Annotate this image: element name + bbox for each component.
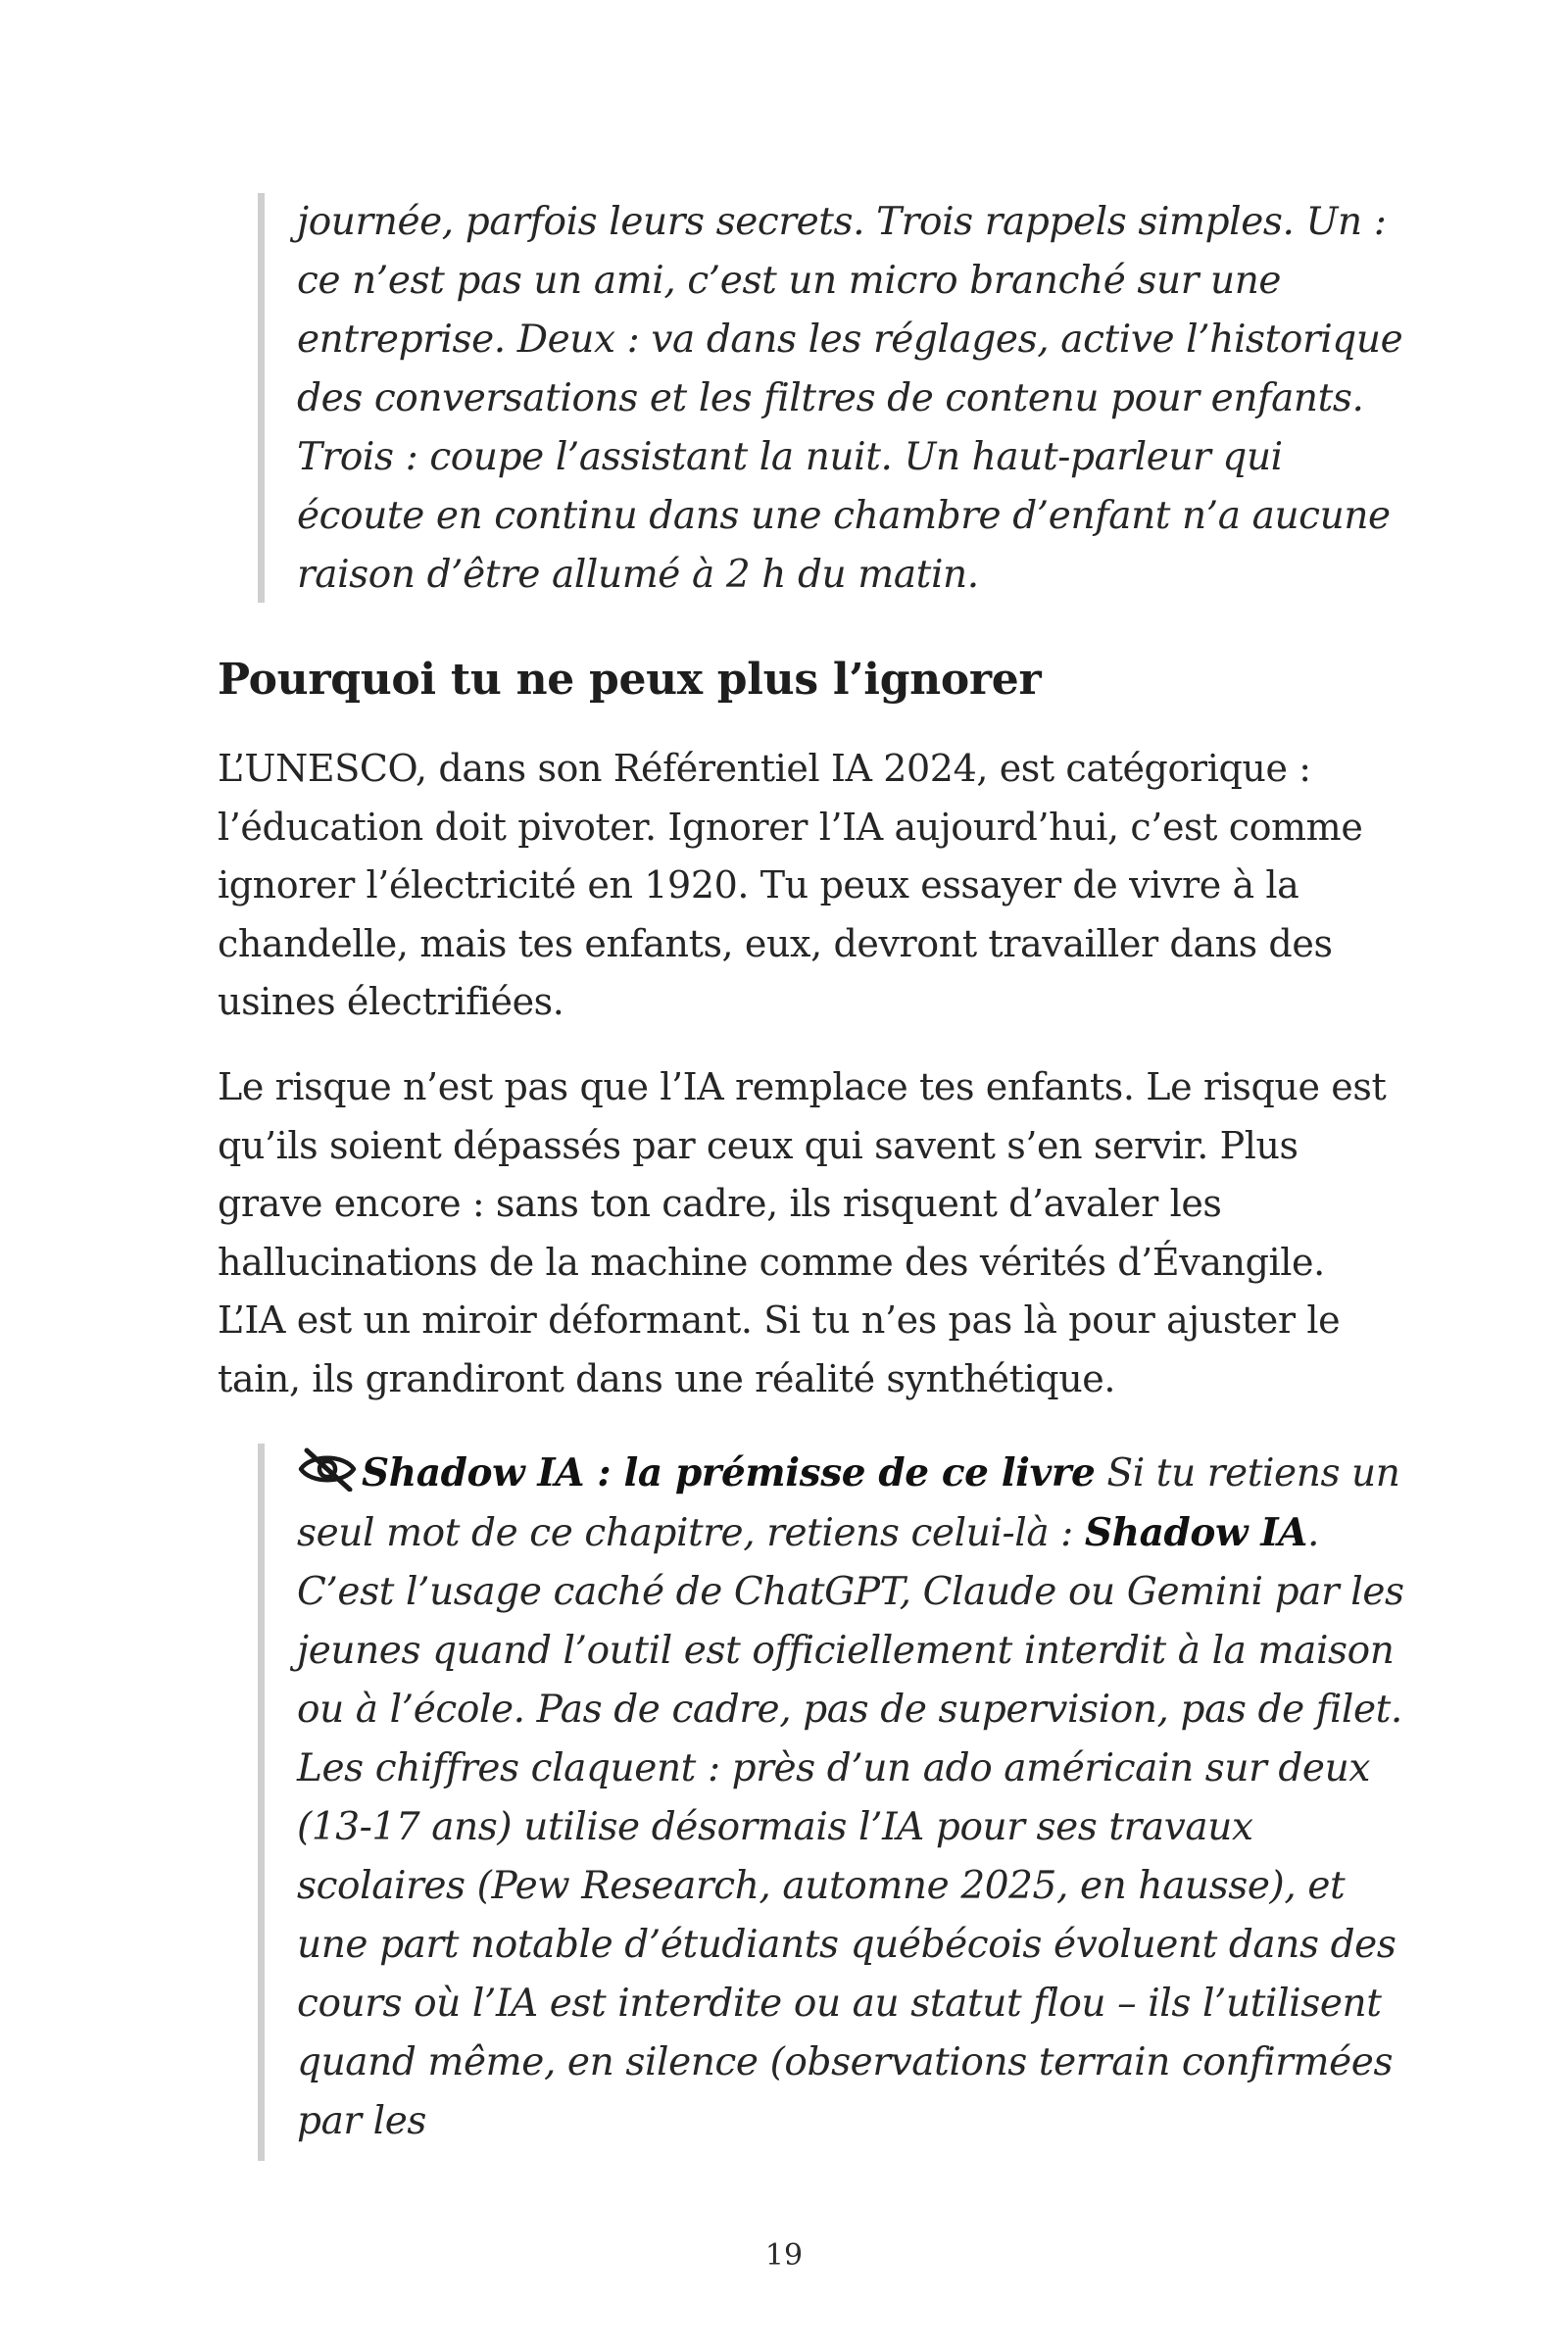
callout-intro: Si tu retiens un seul mot de ce chapitre, retiens celui-là : [297, 1451, 1400, 1555]
blockquote-text: journée, parfois leurs secrets. Trois rappels simples. Un : ce n’est pas un ami, c’est un micro branché sur une entreprise. Deux : va dans les réglages, active l’historique des conversations et les filtres de contenu pour enfants. Trois : coupe l’assistant la nuit. Un haut-parleur qui écoute en continu dans une chambre d’enfant n’a aucune raison d’être allumé à 2 h du matin. [297, 200, 1403, 597]
blockquote-parent-tips [258, 193, 1444, 605]
page-number: 19 [764, 2238, 804, 2273]
callout-text [297, 1444, 1404, 2151]
blockquote-bar [258, 193, 265, 603]
callout-keyword: Shadow IA [1084, 1510, 1308, 1555]
callout-bar [258, 1444, 265, 2161]
callout-title: Shadow IA : la prémisse de ce livre [362, 1450, 1096, 1495]
section-heading: Pourquoi tu ne peux plus l’ignorer [218, 655, 1042, 705]
eye-slash-icon [297, 1446, 358, 1492]
callout-rest: . C’est l’usage caché de ChatGPT, Claude ou Gemini par les jeunes quand l’outil est officiellement interdit à la maison ou à l’école. Pas de cadre, pas de supervision, pas de filet. Les chiffres claquent : près d’un ado américain sur deux (13-17 ans) utilise désormais l’IA pour ses travaux scolaires (Pew Research, automne 2025, en hausse), et une part notable d’étudiants québécois évoluent dans des cours où l’IA est interdite ou au statut flou – ils l’utilisent quand même, en silence (observations terrain confirmées par les [297, 1511, 1404, 2143]
body-paragraph: L’UNESCO, dans son Référentiel IA 2024, est catégorique : l’éducation doit pivoter. Ignorer l’IA aujourd’hui, c’est comme ignorer l’électricité en 1920. Tu peux essayer de vivre à la chandelle, mais tes enfants, eux, devront travailler dans des usines électrifiées. [218, 747, 1363, 1023]
callout-shadow-ia [258, 1444, 1404, 2151]
body-paragraph: Le risque n’est pas que l’IA remplace tes enfants. Le risque est qu’ils soient dépassés par ceux qui savent s’en servir. Plus grave encore : sans ton cadre, ils risquent d’avaler les hallucinations de la machine comme des vérités d’Évangile. L’IA est un miroir déformant. Si tu n’es pas là pour ajuster le tain, ils grandiront dans une réalité synthétique. [218, 1065, 1387, 1400]
